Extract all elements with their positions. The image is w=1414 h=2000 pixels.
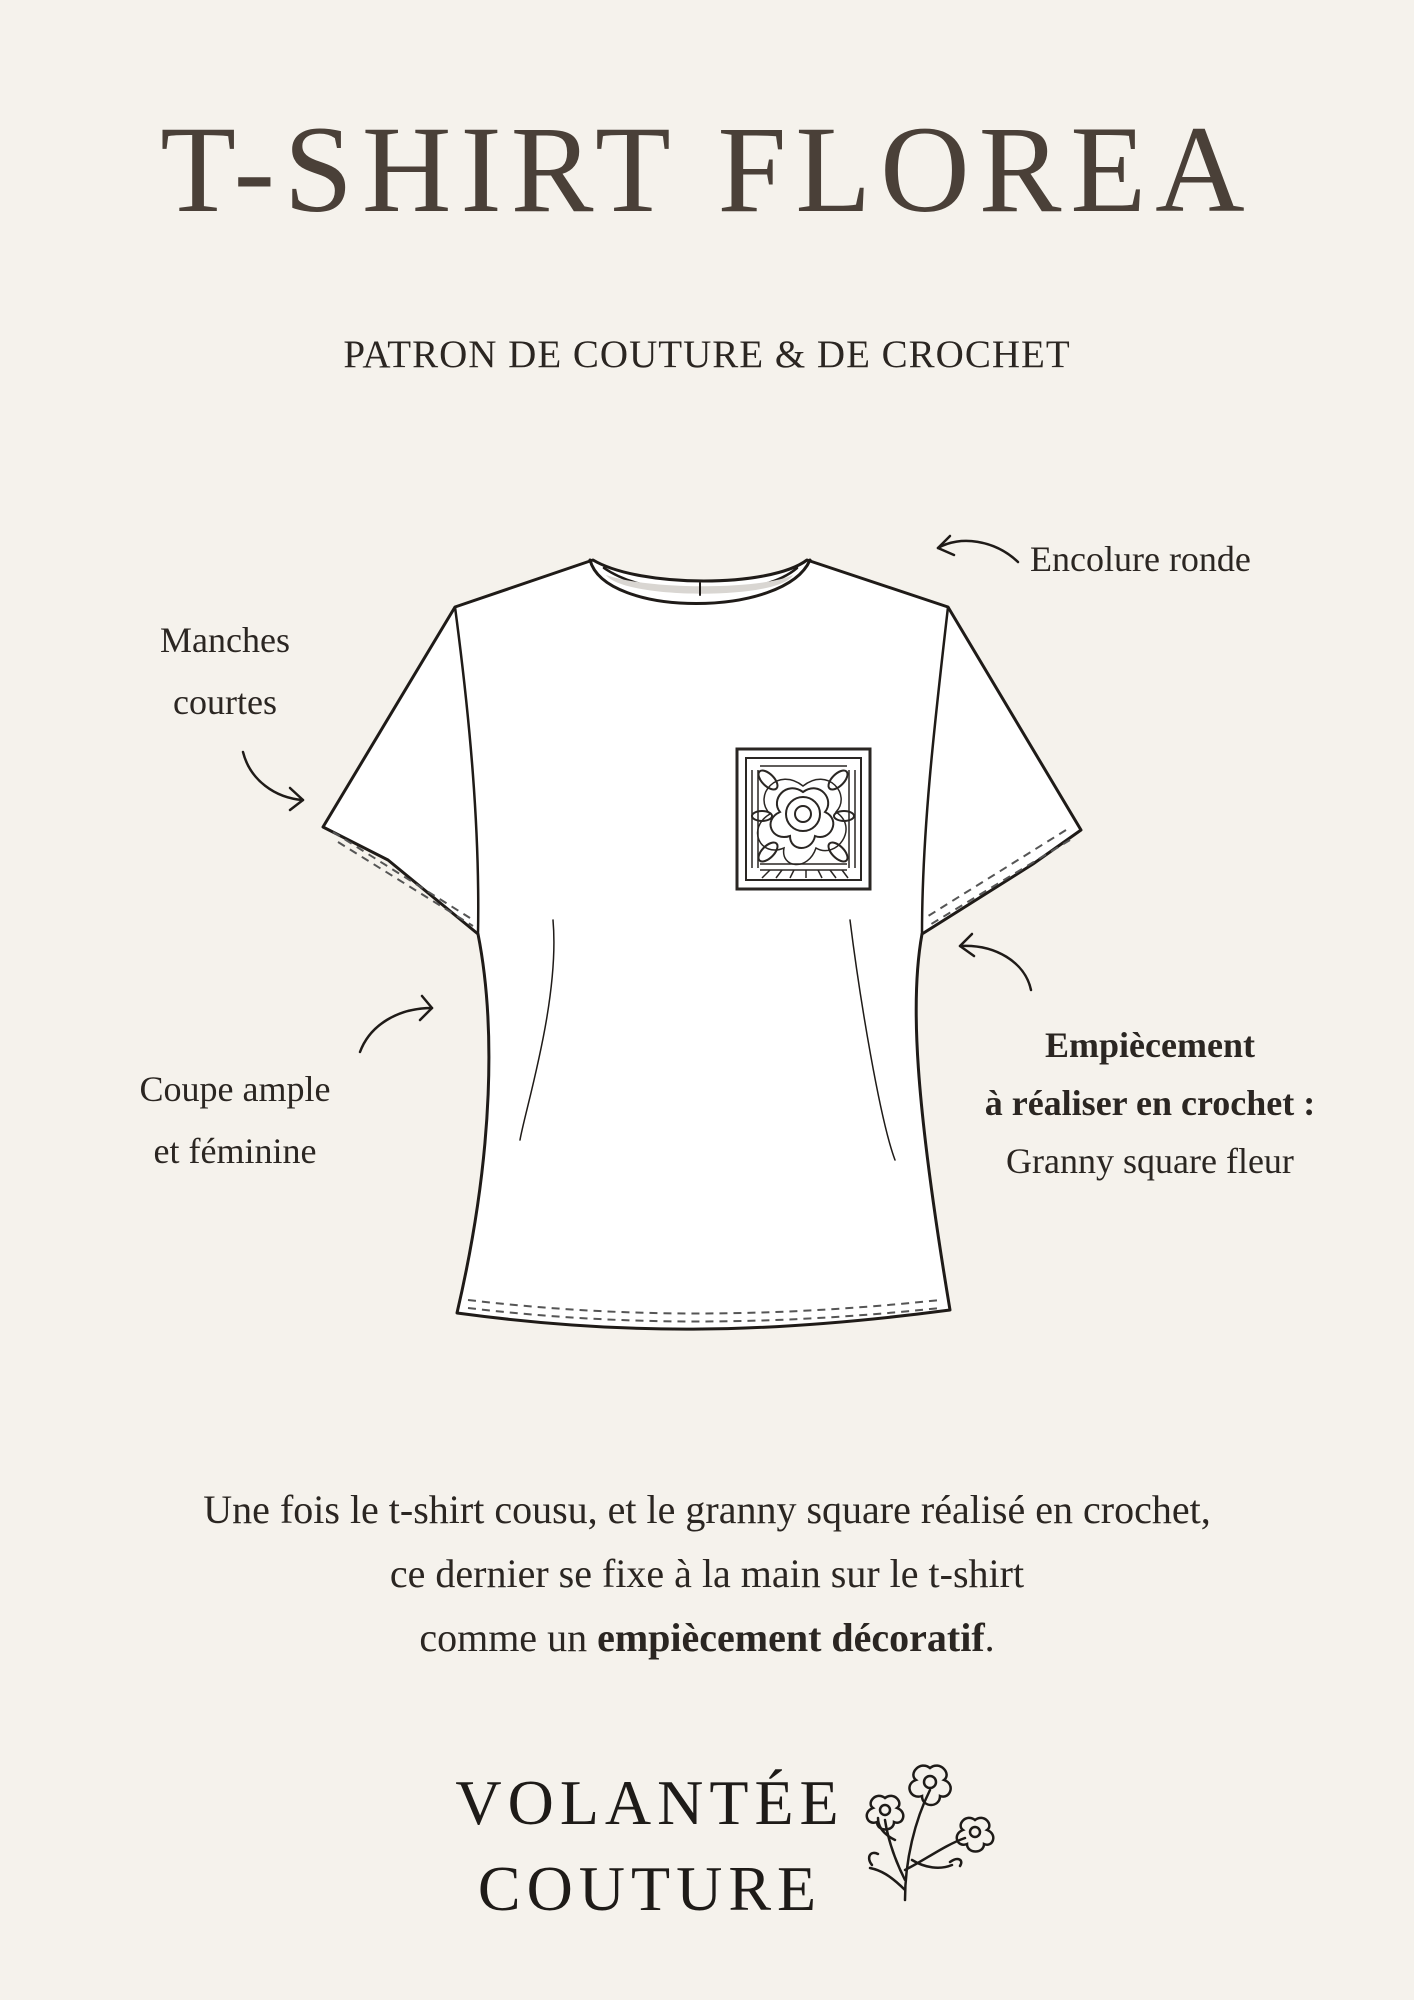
description <box>0 1478 1414 1670</box>
flower-logo-icon <box>867 1766 994 1900</box>
description-line3-prefix: comme un <box>419 1615 598 1660</box>
annotation-yoke-line1: Empiècement <box>1045 1025 1255 1065</box>
description-line3 <box>0 1606 1414 1670</box>
arrow-icon <box>243 752 303 810</box>
description-line1: Une fois le t-shirt cousu, et le granny square réalisé en crochet, <box>203 1487 1211 1532</box>
arrow-icon <box>938 536 1018 562</box>
arrow-icon <box>960 934 1031 990</box>
annotation-sleeves-line1: Manches <box>160 620 290 660</box>
annotation-yoke <box>940 1016 1360 1190</box>
annotation-neckline-text: Encolure ronde <box>1030 539 1251 579</box>
annotation-sleeves-line2: courtes <box>173 682 277 722</box>
page-title: T-SHIRT FLOREA <box>160 101 1254 238</box>
brand-line1: VOLANTÉE <box>455 1767 845 1838</box>
arrow-icon <box>360 996 432 1052</box>
tshirt-outline <box>323 560 1081 1329</box>
brand-logo <box>440 1760 860 1932</box>
description-line3-suffix: . <box>984 1615 995 1660</box>
annotation-neckline <box>1030 528 1305 590</box>
annotation-fit-line1: Coupe ample <box>139 1069 331 1109</box>
description-line3-bold: empiècement décoratif <box>597 1615 985 1660</box>
annotation-fit-line2: et féminine <box>153 1131 317 1171</box>
description-line2: ce dernier se fixe à la main sur le t-shirt <box>389 1551 1025 1596</box>
page-subtitle: PATRON DE COUTURE & DE CROCHET <box>343 333 1071 376</box>
annotation-yoke-line3: Granny square fleur <box>1006 1141 1294 1181</box>
brand-line2: COUTURE <box>477 1853 823 1924</box>
annotation-fit <box>100 1058 370 1182</box>
annotation-yoke-line2: à réaliser en crochet : <box>984 1083 1316 1123</box>
annotation-sleeves <box>120 609 330 733</box>
